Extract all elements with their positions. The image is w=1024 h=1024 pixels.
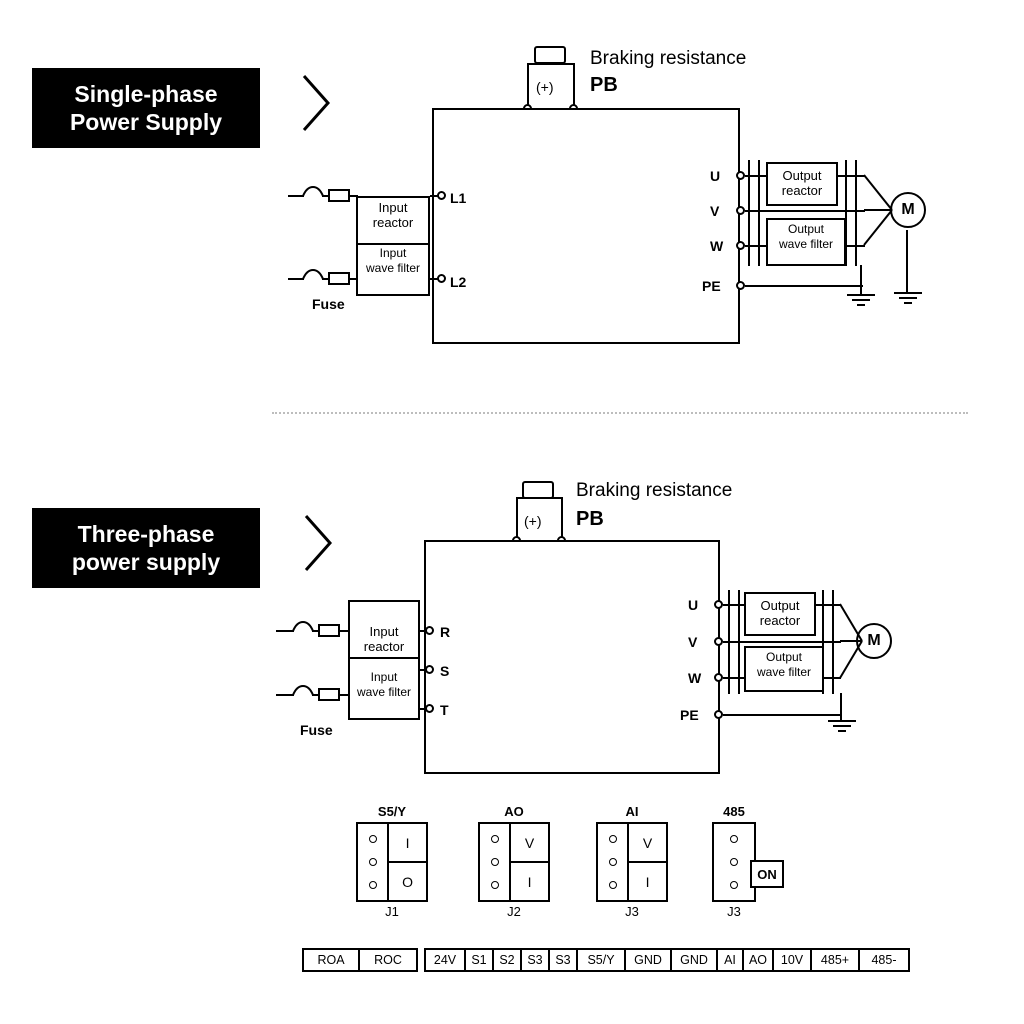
terminal-s [425,665,434,674]
chevron-right-icon-2 [302,512,338,574]
input-filter-label-three: Input wave filter [356,670,412,699]
label-r: R [440,624,451,640]
terminal-cell-roc[interactable]: ROC [374,953,402,967]
banner-three-phase-line1: Three-phase [77,521,215,547]
jumper-name-2: J3 [625,904,639,919]
ground-icon-a-single [846,293,876,309]
input-reactor-label-three: Input reactor [363,624,405,654]
label-pb: PB [590,74,618,96]
terminal-t [425,704,434,713]
banner-single-phase [32,68,260,148]
terminal-pe-single [736,281,745,290]
jumper-option-0-1[interactable]: O [402,873,413,890]
jumper-option-1-0[interactable]: V [511,824,548,863]
fuse-t [318,688,340,701]
jumper-block-1[interactable] [478,822,550,902]
jumper-options-2 [627,824,666,900]
braking-right-lead-2 [561,498,563,540]
ground-stem-a-three [840,693,842,721]
terminal-u-three [714,600,723,609]
terminal-l1 [437,191,446,200]
jumper-pin[interactable] [491,858,499,866]
terminal-cell-gnd1[interactable]: GND [626,950,672,970]
label-v-single: V [710,203,720,219]
motor-label-single: M [901,201,915,218]
jumper-block-2[interactable] [596,822,668,902]
input-reactor-label-single: Input reactor [372,200,414,230]
jumper-pin[interactable] [730,835,738,843]
label-w-three: W [688,670,702,686]
terminal-cell-s3b[interactable]: S3 [550,950,578,970]
braking-top-lead [527,63,575,65]
label-l2: L2 [450,274,467,290]
fuse-l1 [328,189,350,202]
jumper-pins-1 [480,824,509,900]
ground-icon-b-single [893,291,923,307]
terminal-cell-485p[interactable]: 485+ [812,950,860,970]
terminal-cell-gnd2[interactable]: GND [672,950,718,970]
braking-left-lead-2 [516,498,518,540]
terminal-l2 [437,274,446,283]
terminal-v-three [714,637,723,646]
terminal-cell-s5y[interactable]: S5/Y [578,950,626,970]
input-filter-label-single: Input wave filter [365,246,421,275]
banner-three-phase-line2: power supply [71,549,221,575]
supply-wire-l2-c [348,278,358,280]
jumper-options-1 [509,824,548,900]
terminal-cell-s3a[interactable]: S3 [522,950,550,970]
jumper-option-0-0[interactable]: I [389,824,426,863]
jumper-pins-0 [358,824,387,900]
jumper-option-2-0[interactable]: V [629,824,666,863]
label-braking-resistance-2: Braking resistance [576,480,733,501]
jumper-pin[interactable] [609,881,617,889]
label-fuse-single: Fuse [312,296,345,312]
braking-top-lead-2 [516,497,563,499]
output-filter-label-single: Output wave filter [778,222,834,251]
jumper-switch-on-3[interactable]: ON [750,860,784,888]
terminal-v-single [736,206,745,215]
output-coil-left-a-single [748,160,750,266]
jumper-title-0: S5/Y [377,804,407,819]
supply-wire-l1-c [348,195,358,197]
label-pe-three: PE [680,707,699,723]
jumper-name-3: J3 [727,904,741,919]
jumper-pin[interactable] [369,858,377,866]
output-coil-left-a-three [728,590,730,694]
wire-pe-single [745,285,863,287]
jumper-option-2-1[interactable]: I [645,873,650,890]
jumper-title-1: AO [504,804,524,819]
input-box-split-single [357,243,429,245]
output-coil-right-b-three [832,590,834,694]
terminal-r [425,626,434,635]
terminal-cell-ai[interactable]: AI [718,950,744,970]
breaker-icon-t [292,681,314,707]
label-pb-2: PB [576,508,604,530]
supply-wire-r-c [338,630,350,632]
wire-pe-three [723,714,841,716]
motor-leads-three [838,598,864,684]
fuse-r [318,624,340,637]
jumper-title-3: 485 [723,804,745,819]
braking-right-lead [573,64,575,108]
label-l1: L1 [450,190,467,206]
jumper-pin[interactable] [369,881,377,889]
output-reactor-label-single: Output reactor [781,168,823,198]
inverter-body-single [432,108,740,344]
motor-label-three: M [867,632,881,649]
breaker-icon-r [292,617,314,643]
label-w-single: W [710,238,724,254]
braking-resistor-body [534,46,566,64]
jumper-pin[interactable] [730,881,738,889]
label-v-three: V [688,634,698,650]
ground-icon-a-three [827,719,857,735]
output-reactor-label-three: Output reactor [759,598,801,628]
supply-wire-t-c [338,694,350,696]
jumper-name-0: J1 [385,904,399,919]
input-reactor-box-three [348,600,420,720]
jumper-option-1-1[interactable]: I [527,873,532,890]
jumper-pin[interactable] [491,881,499,889]
jumper-pin[interactable] [609,835,617,843]
label-s: S [440,663,450,679]
fuse-l2 [328,272,350,285]
jumper-name-1: J2 [507,904,521,919]
label-braking-resistance: Braking resistance [590,48,747,69]
label-pe-single: PE [702,278,721,294]
jumper-pin[interactable] [369,835,377,843]
label-t: T [440,702,449,718]
terminal-cell-24v[interactable]: 24V [426,950,466,970]
terminal-cell-485m[interactable]: 485- [871,953,897,967]
terminal-cell-s1[interactable]: S1 [466,950,494,970]
terminal-w-three [714,673,723,682]
output-coil-left-b-three [738,590,740,694]
inverter-body-three [424,540,720,774]
terminal-cell-s2[interactable]: S2 [494,950,522,970]
terminal-strip-control [424,948,910,972]
breaker-icon-l1 [302,182,324,208]
terminal-cell-ao[interactable]: AO [744,950,774,970]
breaker-icon-l2 [302,265,324,291]
motor-leads-single [862,170,894,252]
label-u-three: U [688,597,699,613]
jumper-options-0 [387,824,426,900]
label-bplus-2: (+) [524,513,542,529]
label-fuse-three: Fuse [300,722,333,738]
output-coil-right-b-single [855,160,857,266]
banner-single-phase-line1: Single-phase [74,81,218,107]
ground-stem-a-single [860,265,862,295]
terminal-u-single [736,171,745,180]
braking-left-lead [527,64,529,108]
chevron-right-icon [300,72,336,134]
jumper-pins-2 [598,824,627,900]
ground-stem-b-single [906,230,908,292]
banner-single-phase-line2: Power Supply [69,109,223,135]
terminal-pe-three [714,710,723,719]
jumper-block-0[interactable] [356,822,428,902]
banner-three-phase [32,508,260,588]
jumper-pin[interactable] [491,835,499,843]
jumper-title-2: AI [625,804,639,819]
terminal-cell-roa[interactable]: ROA [304,950,360,970]
jumper-pin[interactable] [609,858,617,866]
label-u-single: U [710,168,721,184]
jumper-pin[interactable] [730,858,738,866]
label-bplus: (+) [536,79,554,95]
output-filter-label-three: Output wave filter [756,650,812,679]
motor-single [890,192,926,228]
terminal-strip-relay [302,948,418,972]
jumper-pins-3 [714,824,754,900]
wire-v-single [745,210,865,212]
terminal-w-single [736,241,745,250]
input-box-split-three [349,657,419,659]
output-coil-left-b-single [758,160,760,266]
terminal-cell-10v[interactable]: 10V [774,950,812,970]
section-divider [272,412,968,414]
